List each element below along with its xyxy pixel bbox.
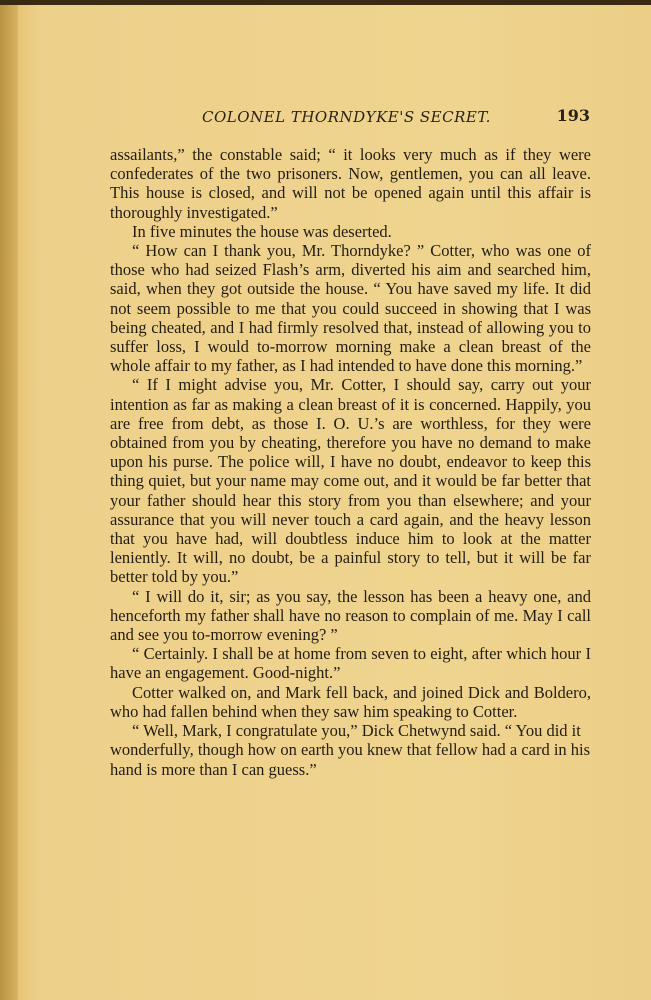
- paragraph: assailants,” the constable said; “ it looks very much as if they were confederates of the two prisoners. Now, gentlemen, you can all leave. This house is closed, and will not be opened again until this affair is thoroughly investigated.”: [110, 145, 591, 222]
- running-head: [110, 108, 590, 132]
- page-top-edge: [0, 0, 651, 5]
- body-text: [110, 145, 591, 779]
- page-number: 193: [556, 106, 590, 125]
- paragraph: “ I will do it, sir; as you say, the lesson has been a heavy one, and henceforth my father shall have no reason to complain of me. May I call and see you to-morrow evening? ”: [110, 586, 591, 645]
- paragraph: Cotter walked on, and Mark fell back, and joined Dick and Boldero, who had fallen behind when they saw him speaking to Cotter.: [110, 682, 591, 721]
- running-title: COLONEL THORNDYKE'S SECRET.: [202, 108, 491, 126]
- paragraph: “ How can I thank you, Mr. Thorndyke? ” Cotter, who was one of those who had seized Flash’s arm, diverted his aim and searched him, said, when they got outside the house. “ You have saved my life. It did not seem possible to me that you could succeed in showing that I was being cheated, and I had firmly resolved that, instead of allowing you to suffer loss, I would to-morrow morning make a clean breast of the whole affair to my father, as I had intended to have done this morning.”: [110, 241, 591, 376]
- paragraph: In five minutes the house was deserted.: [132, 221, 392, 241]
- paragraph: “ Well, Mark, I congratulate you,” Dick Chetwynd said. “ You did it wonderfully, though how on earth you knew that fellow had a card in his hand is more than I can guess.”: [110, 721, 591, 779]
- paragraph: “ Certainly. I shall be at home from seven to eight, after which hour I have an engagement. Good-night.”: [110, 644, 591, 683]
- paragraph: “ If I might advise you, Mr. Cotter, I should say, carry out your intention as far as making a clean breast of it is concerned. Happily, you are free from debt, as those I. O. U.’s are worthless, for they were obtained from you by cheating, therefore you have no demand to make upon his purse. The police will, I have no doubt, endeavor to keep this thing quiet, but your name may come out, and it would be far better that your father should hear this story from you than elsewhere; and your assurance that you will never touch a card again, and the heavy lesson that you have had, will doubtless induce him to look at the matter leniently. It will, no doubt, be a painful story to tell, but it will be far better told by you.”: [110, 375, 591, 587]
- page-gutter-shadow: [0, 5, 18, 1000]
